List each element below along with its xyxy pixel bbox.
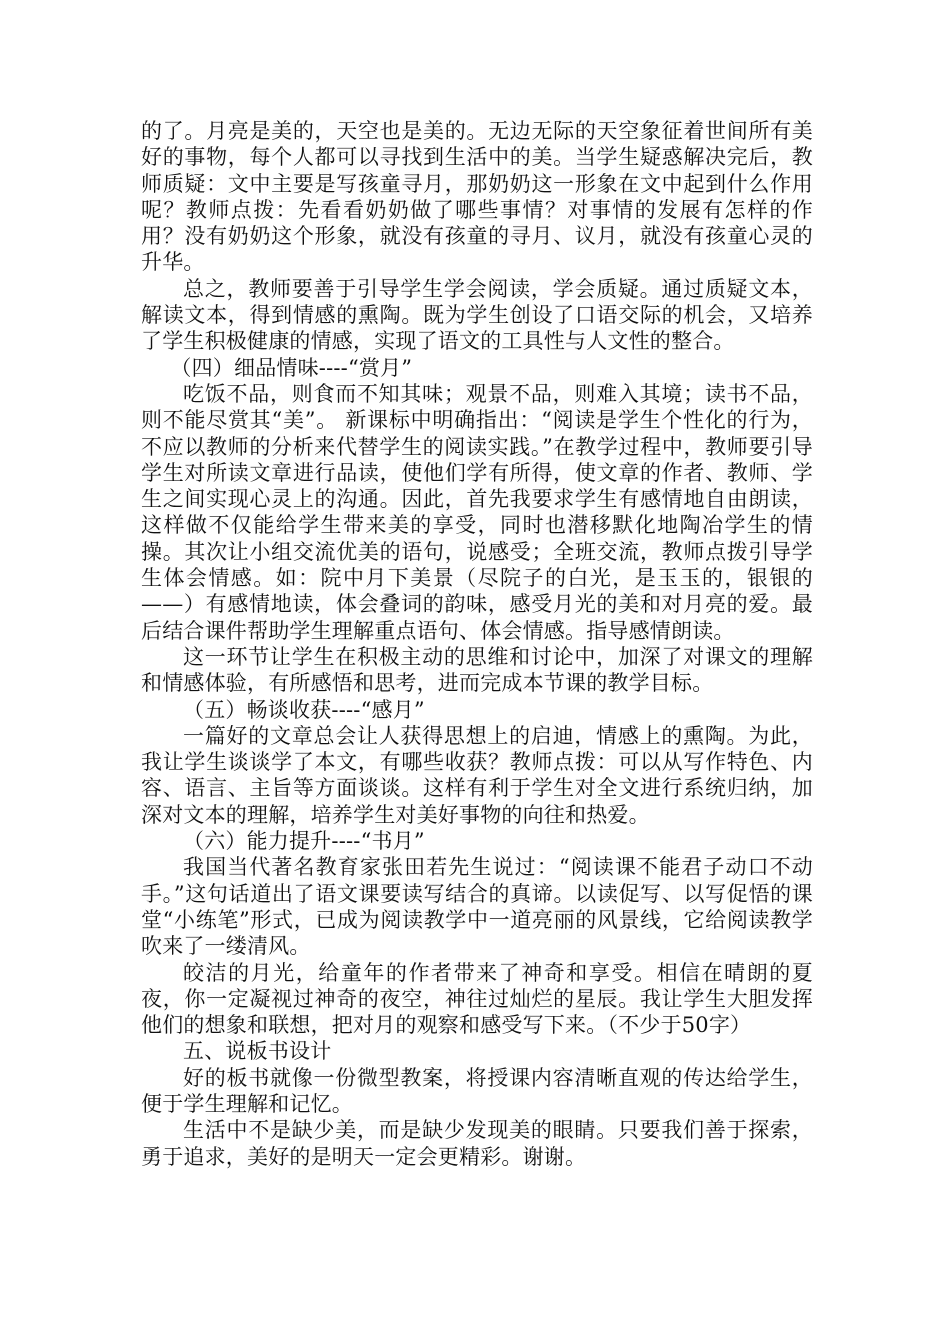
- paragraph-board-design: 好的板书就像一份微型教案，将授课内容清晰直观的传达给学生，便于学生理解和记忆。: [141, 1065, 813, 1116]
- paragraph-summary: 总之，教师要善于引导学生学会阅读，学会质疑。通过质疑文本，解读文本，得到情感的熏陶。既为学生创设了口语交际的机会，又培养了学生积极健康的情感，实现了语文的工具性与人文性的整合。: [141, 276, 813, 354]
- section-heading-6: （六）能力提升----“书月”: [183, 829, 425, 854]
- section-heading-board: 五、说板书设计: [183, 1039, 332, 1064]
- section-heading-5: （五）畅谈收获----“感月”: [183, 697, 425, 722]
- document-page: [141, 118, 813, 1170]
- paragraph-harvest: 一篇好的文章总会让人获得思想上的启迪，情感上的熏陶。为此，我让学生谈谈学了本文，有哪些收获？教师点拨：可以从写作特色、内容、语言、主旨等方面谈谈。这样有利于学生对全文进行系统归纳，加深对文本的理解，培养学生对美好事物的向往和热爱。: [141, 723, 813, 827]
- paragraph-appreciation: 吃饭不品，则食而不知其味；观景不品，则难入其境；读书不品，则不能尽赏其“美”。 新课标中明确指出：“阅读是学生个性化的行为，不应以教师的分析来代替学生的阅读实践。”在教学过程中，教师要引导学生对所读文章进行品读，使他们学有所得，使文章的作者、教师、学生之间实现心灵上的沟通。因此，首先我要求学生有感情地自由朗读，这样做不仅能给学生带来美的享受，同时也潜移默化地陶冶学生的情操。其次让小组交流优美的语句，说感受；全班交流，教师点拨引导学生体会情感。如：院中月下美景（尽院子的白光，是玉玉的，银银的——）有感情地读，体会叠词的韵味，感受月光的美和对月亮的爱。最后结合课件帮助学生理解重点语句、体会情感。指导感情朗读。: [141, 381, 813, 643]
- paragraph-writing: 我国当代著名教育家张田若先生说过：“阅读课不能君子动口不动手。”这句话道出了语文课要读写结合的真谛。以读促写、以写促悟的课堂“小练笔”形式，已成为阅读教学中一道亮丽的风景线，它给阅读教学吹来了一缕清风。: [141, 855, 813, 959]
- paragraph-continued: 的了。月亮是美的，天空也是美的。无边无际的天空象征着世间所有美好的事物，每个人都可以寻找到生活中的美。当学生疑惑解决完后，教师质疑：文中主要是写孩童寻月，那奶奶这一形象在文中起到什么作用呢？教师点拨：先看看奶奶做了哪些事情？对事情的发展有怎样的作用？没有奶奶这个形象，就没有孩童的寻月、议月，就没有孩童心灵的升华。: [141, 119, 813, 275]
- paragraph-moonlight: 皎洁的月光，给童年的作者带来了神奇和享受。相信在晴朗的夏夜，你一定凝视过神奇的夜空，神往过灿烂的星辰。我让学生大胆发挥他们的想象和联想，把对月的观察和感受写下来。（不少于50字）: [141, 960, 813, 1038]
- paragraph-closing: 生活中不是缺少美，而是缺少发现美的眼睛。只要我们善于探索，勇于追求，美好的是明天一定会更精彩。谢谢。: [141, 1118, 813, 1169]
- paragraph-reflection: 这一环节让学生在积极主动的思维和讨论中，加深了对课文的理解和情感体验，有所感悟和思考，进而完成本节课的教学目标。: [141, 644, 813, 696]
- section-heading-4: （四）细品情味----“赏月”: [170, 355, 413, 380]
